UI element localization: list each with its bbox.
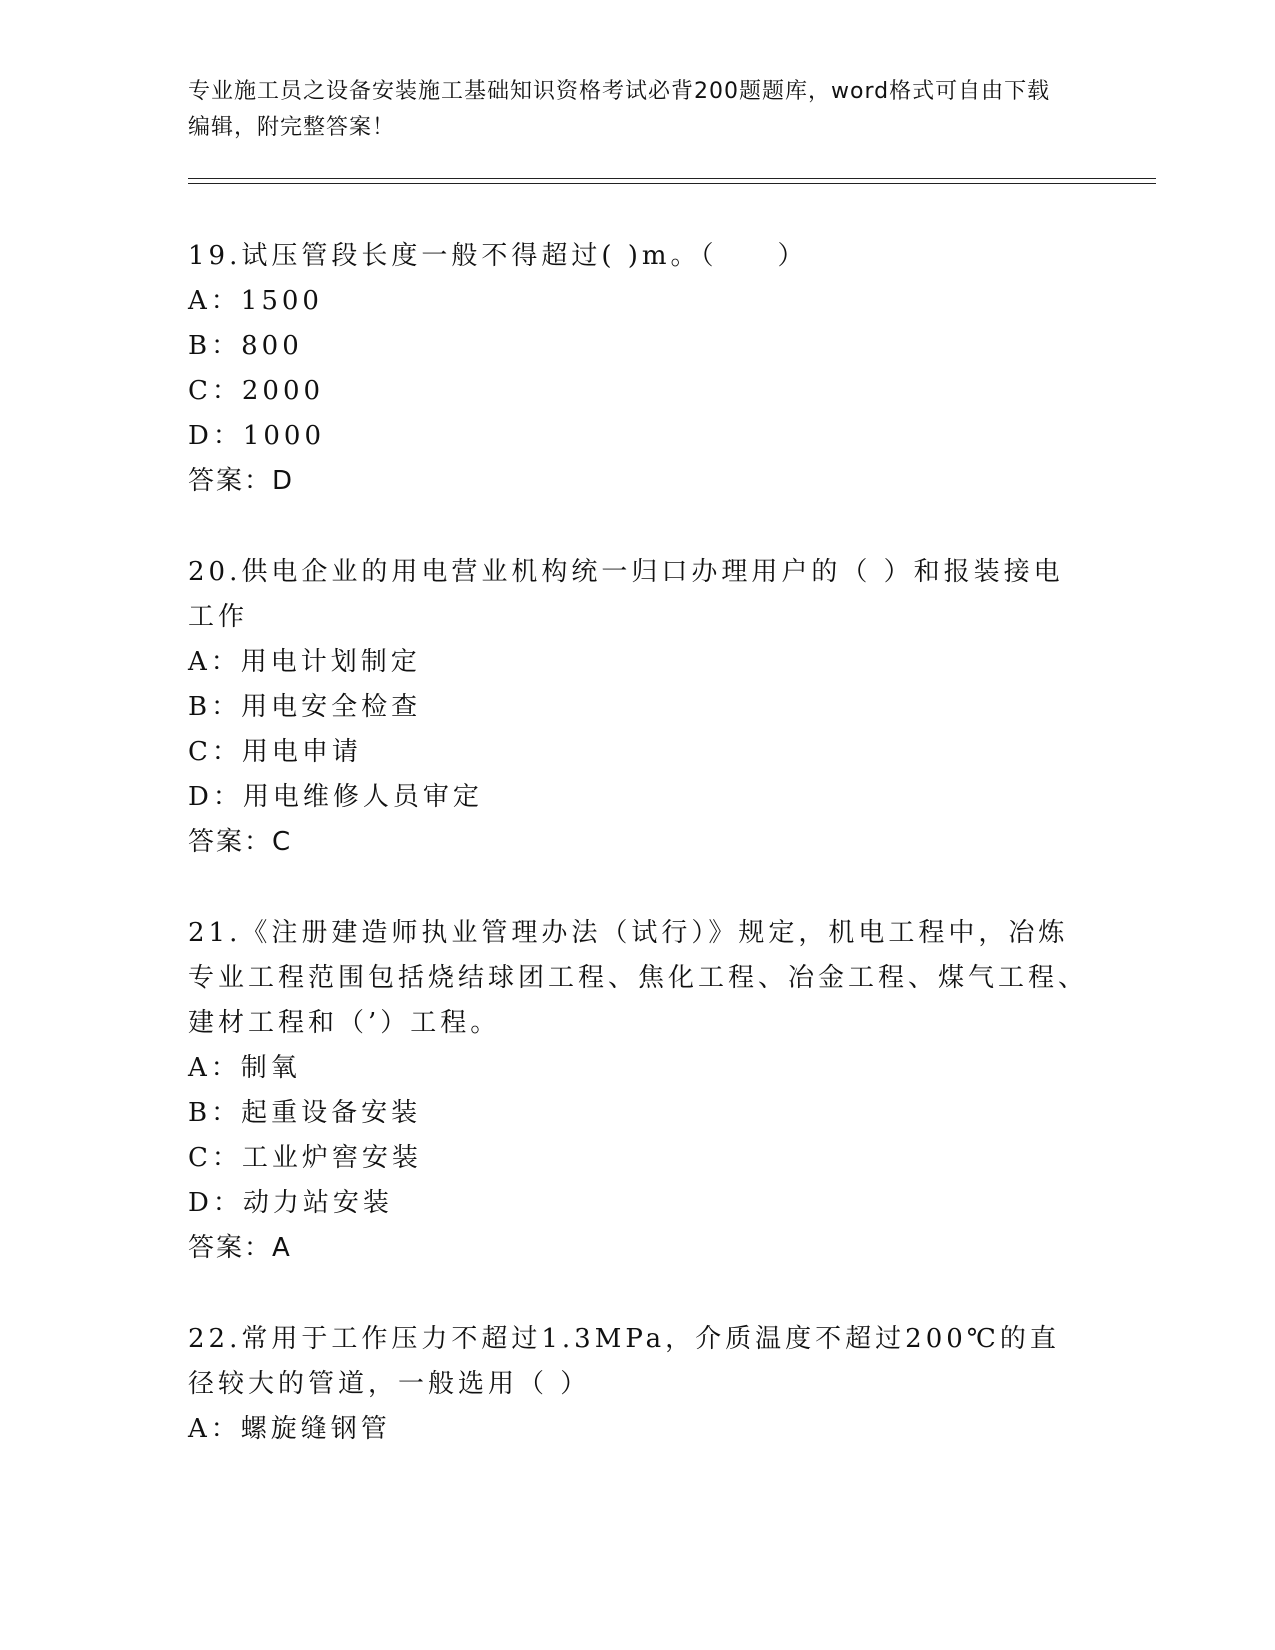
option-d: D：动力站安装: [188, 1188, 393, 1218]
option-a: A：用电计划制定: [188, 647, 421, 677]
question-22: [188, 1317, 1088, 1452]
option-b: B：用电安全检查: [188, 692, 422, 722]
option-d: D：1000: [188, 421, 326, 451]
option-c: C：2000: [188, 376, 325, 406]
header-divider-bottom: [188, 183, 1156, 184]
answer: 答案：D: [188, 466, 295, 496]
answer: 答案：A: [188, 1233, 292, 1263]
answer: 答案：C: [188, 827, 293, 857]
option-c: C：工业炉窖安装: [188, 1143, 422, 1173]
header-divider-top: [188, 178, 1156, 179]
question-21: [188, 911, 1088, 1271]
option-b: B：800: [188, 331, 303, 361]
question-stem: 21.《注册建造师执业管理办法（试行）》规定，机电工程中，冶炼专业工程范围包括烧结球团工程、焦化工程、冶金工程、煤气工程、建材工程和（’）工程。: [188, 918, 1089, 1038]
option-a: A：1500: [188, 286, 323, 316]
option-a: A：制氧: [188, 1053, 301, 1083]
question-list: [188, 234, 1088, 1498]
option-b: B：起重设备安装: [188, 1098, 422, 1128]
option-c: C：用电申请: [188, 737, 362, 767]
document-header: 专业施工员之设备安装施工基础知识资格考试必背200题题库，word格式可自由下载编辑，附完整答案！: [188, 79, 1051, 140]
option-d: D：用电维修人员审定: [188, 782, 483, 812]
question-20: [188, 550, 1088, 865]
question-stem: 22.常用于工作压力不超过1.3MPa，介质温度不超过200℃的直径较大的管道，一般选用（ ）: [188, 1324, 1060, 1399]
question-stem: 19.试压管段长度一般不得超过( )m。（ ）: [188, 241, 808, 271]
question-19: [188, 234, 1088, 504]
option-a: A：螺旋缝钢管: [188, 1414, 391, 1444]
question-stem: 20.供电企业的用电营业机构统一归口办理用户的（ ）和报装接电工作: [188, 557, 1064, 632]
